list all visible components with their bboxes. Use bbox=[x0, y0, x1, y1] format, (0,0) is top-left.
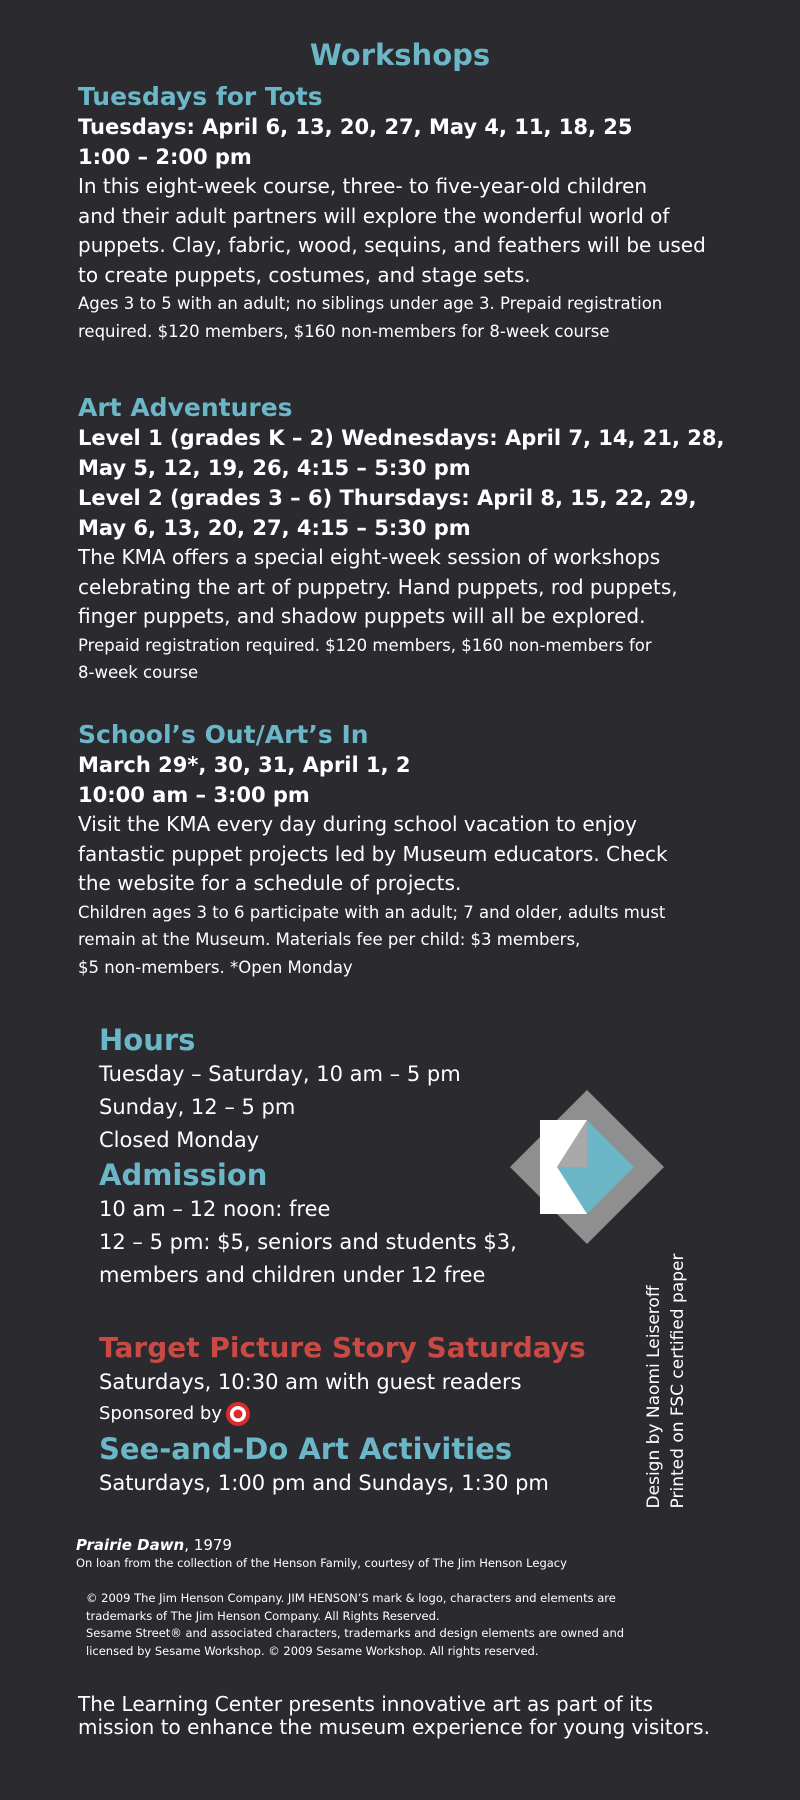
artwork-year: , 1979 bbox=[184, 1536, 232, 1554]
schedule-line: May 6, 13, 20, 27, 4:15 – 5:30 pm bbox=[78, 516, 471, 540]
footer-line: The Learning Center presents innovative art as part of its bbox=[78, 1692, 653, 1716]
kma-diamond-logo-icon bbox=[510, 1090, 664, 1244]
design-credits bbox=[640, 1253, 692, 1509]
events-section bbox=[99, 1330, 639, 1500]
desc-line: The KMA offers a special eight-week session of workshops bbox=[78, 545, 661, 569]
target-line: Saturdays, 10:30 am with guest readers bbox=[99, 1370, 522, 1394]
copyright-line: trademarks of The Jim Henson Company. All Rights Reserved. bbox=[86, 1608, 440, 1623]
note-line: required. $120 members, $160 non-members for 8-week course bbox=[78, 321, 610, 341]
section-art-adventures bbox=[78, 393, 738, 687]
section-time: 1:00 – 2:00 pm bbox=[78, 145, 252, 169]
sponsored-by bbox=[99, 1399, 639, 1429]
footer-line: mission to enhance the museum experience for young visitors. bbox=[78, 1715, 710, 1739]
section-title: School’s Out/Art’s In bbox=[78, 720, 369, 749]
section-dates: Tuesdays: April 6, 13, 20, 27, May 4, 11, 18, 25 bbox=[78, 115, 633, 139]
artwork-title-line bbox=[76, 1535, 736, 1555]
note-line: Ages 3 to 5 with an adult; no siblings under age 3. Prepaid registration bbox=[78, 294, 663, 313]
copyright-line: © 2009 The Jim Henson Company. JIM HENSON’S mark & logo, characters and elements are bbox=[86, 1591, 616, 1605]
artwork-caption bbox=[76, 1535, 736, 1571]
sponsored-label: Sponsored by bbox=[99, 1403, 222, 1424]
artwork-loan: On loan from the collection of the Henson Family, courtesy of The Jim Henson Legacy bbox=[76, 1556, 567, 1570]
credits-text bbox=[642, 1254, 690, 1509]
desc-line: the website for a schedule of projects. bbox=[78, 871, 462, 895]
hours-title: Hours bbox=[99, 1023, 196, 1057]
desc-line: Visit the KMA every day during school vacation to enjoy bbox=[78, 812, 637, 836]
copyright-line: licensed by Sesame Workshop. © 2009 Sesame Workshop. All rights reserved. bbox=[86, 1643, 539, 1658]
admission-line: members and children under 12 free bbox=[99, 1263, 486, 1287]
footer-statement bbox=[78, 1693, 758, 1739]
desc-line: fantastic puppet projects led by Museum educators. Check bbox=[78, 841, 668, 866]
target-bullseye-icon bbox=[225, 1401, 251, 1427]
admission-line: 12 – 5 pm: $5, seniors and students $3, bbox=[99, 1230, 517, 1254]
hours-line: Sunday, 12 – 5 pm bbox=[99, 1095, 296, 1119]
copyright-block bbox=[86, 1590, 726, 1660]
section-dates: March 29*, 30, 31, April 1, 2 bbox=[78, 753, 411, 777]
desc-line: to create puppets, costumes, and stage sets. bbox=[78, 262, 531, 287]
note-line: remain at the Museum. Materials fee per child: $3 members, bbox=[78, 930, 581, 949]
desc-line: celebrating the art of puppetry. Hand puppets, rod puppets, bbox=[78, 574, 678, 599]
desc-line: In this eight-week course, three- to five-year-old children bbox=[78, 174, 648, 198]
see-and-do-line: Saturdays, 1:00 pm and Sundays, 1:30 pm bbox=[99, 1471, 549, 1495]
page-title: Workshops bbox=[309, 38, 491, 72]
copyright-line: Sesame Street® and associated characters, trademarks and design elements are owned and bbox=[86, 1626, 625, 1640]
note-line: Children ages 3 to 6 participate with an adult; 7 and older, adults must bbox=[78, 902, 666, 922]
credit-line: Design by Naomi Leiseroff bbox=[644, 1285, 664, 1509]
section-time: 10:00 am – 3:00 pm bbox=[78, 783, 310, 807]
schedule-line: May 5, 12, 19, 26, 4:15 – 5:30 pm bbox=[78, 456, 471, 480]
section-title: Tuesdays for Tots bbox=[78, 82, 323, 111]
desc-line: and their adult partners will explore the wonderful world of bbox=[78, 203, 670, 228]
section-tuesdays-for-tots bbox=[78, 82, 738, 345]
desc-line: puppets. Clay, fabric, wood, sequins, and feathers will be used bbox=[78, 233, 706, 257]
section-title: Art Adventures bbox=[78, 393, 293, 422]
target-title: Target Picture Story Saturdays bbox=[99, 1331, 586, 1364]
schedule-line: Level 1 (grades K – 2) Wednesdays: April 7, 14, 21, 28, bbox=[78, 426, 725, 450]
see-and-do-title: See-and-Do Art Activities bbox=[99, 1432, 513, 1466]
schedule-line: Level 2 (grades 3 – 6) Thursdays: April 8, 15, 22, 29, bbox=[78, 486, 697, 510]
admission-title: Admission bbox=[99, 1158, 268, 1192]
artwork-title: Prairie Dawn bbox=[76, 1536, 185, 1554]
note-line: $5 non-members. *Open Monday bbox=[78, 957, 353, 977]
credit-line: Printed on FSC certified paper bbox=[668, 1253, 688, 1509]
desc-line: finger puppets, and shadow puppets will all be explored. bbox=[78, 604, 646, 628]
hours-line: Closed Monday bbox=[99, 1128, 260, 1152]
section-schools-out bbox=[78, 720, 738, 981]
note-line: Prepaid registration required. $120 members, $160 non-members for bbox=[78, 635, 652, 655]
hours-line: Tuesday – Saturday, 10 am – 5 pm bbox=[99, 1062, 461, 1086]
note-line: 8-week course bbox=[78, 663, 199, 682]
admission-line: 10 am – 12 noon: free bbox=[99, 1197, 331, 1221]
